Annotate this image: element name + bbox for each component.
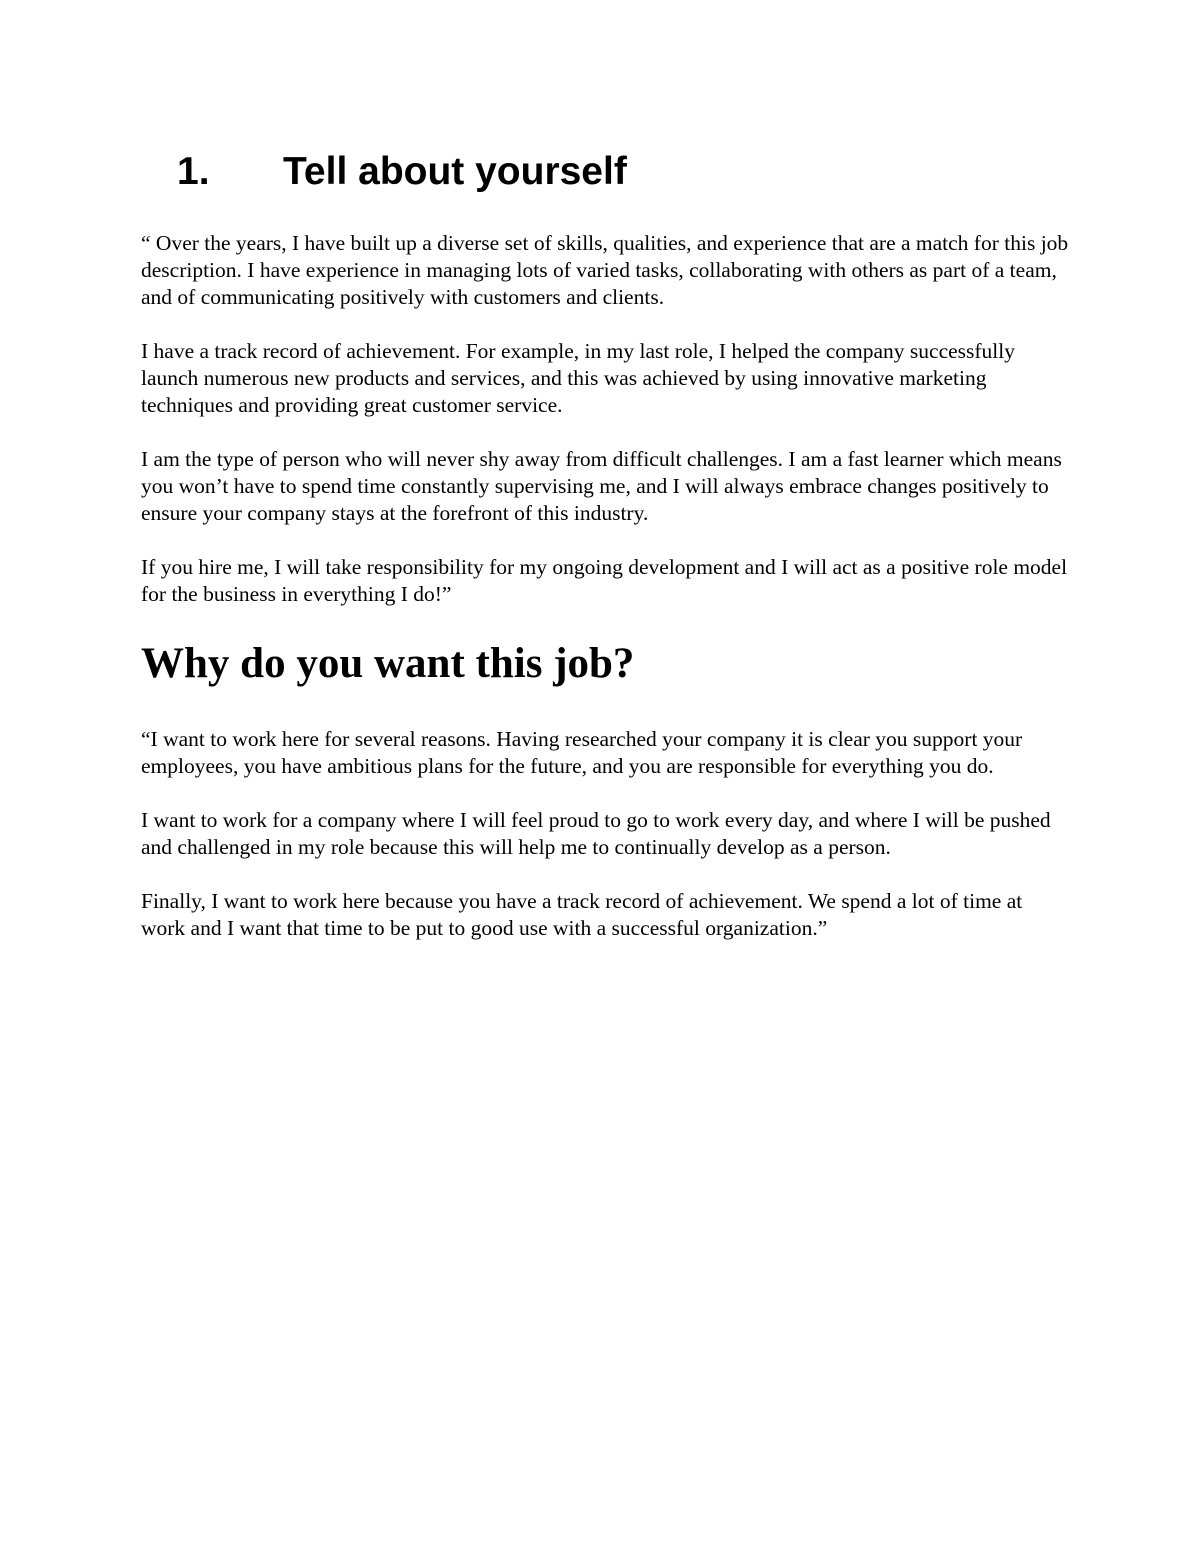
section2-paragraph-3: Finally, I want to work here because you have a track record of achievement. We spend a lot of time at work and I want that time to be put to good use with a successful organization.” <box>141 889 1023 940</box>
section2-paragraph-2: I want to work for a company where I will feel proud to go to work every day, and where I will be pushed and challenged in my role because this will help me to continually develop as a person. <box>141 808 1051 859</box>
section1-heading <box>141 140 1071 204</box>
section2-heading: Why do you want this job? <box>141 640 635 687</box>
section1-paragraph-3: I am the type of person who will never shy away from difficult challenges. I am a fast learner which means you won’t have to spend time constantly supervising me, and I will always embrace changes positively to ensure your company stays at the forefront of this industry. <box>141 447 1062 525</box>
document-content <box>141 140 1071 969</box>
section1-number: 1. <box>177 150 210 193</box>
section1-paragraph-2: I have a track record of achievement. For example, in my last role, I helped the company successfully launch numerous new products and services, and this was achieved by using innovative marketing techniques and providing great customer service. <box>141 339 1016 417</box>
section1-title: Tell about yourself <box>283 150 627 193</box>
section1-paragraph-1: “ Over the years, I have built up a diverse set of skills, qualities, and experience that are a match for this job description. I have experience in managing lots of varied tasks, collaborating with others as part of a team, and of communicating positively with customers and clients. <box>141 231 1069 309</box>
section1-paragraph-4: If you hire me, I will take responsibility for my ongoing development and I will act as a positive role model for the business in everything I do!” <box>141 555 1068 606</box>
section2-paragraph-1: “I want to work here for several reasons. Having researched your company it is clear you support your employees, you have ambitious plans for the future, and you are responsible for everything you do. <box>141 727 1023 778</box>
